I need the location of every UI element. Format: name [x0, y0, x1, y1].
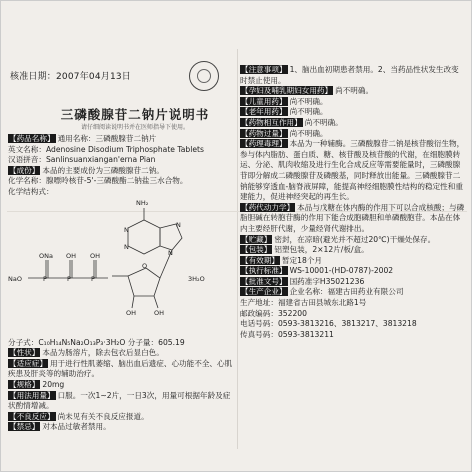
water-label: 3H₂O: [188, 274, 205, 283]
section-tag: 【适应症】: [9, 358, 47, 368]
reading-note: 请仔细阅读说明书并在医师指导下使用。: [80, 124, 189, 131]
section-row: [240, 118, 466, 129]
section-tag: 【药物过量】: [241, 128, 287, 138]
left-sections: [8, 348, 234, 433]
section-row: [240, 235, 466, 246]
section-text: 1、脑出血初期患者禁用。2、当药品性状发生改变时禁止使用。: [240, 65, 459, 85]
section-text: 铝塑包装，2×12片/板/盒。: [274, 245, 369, 255]
section-text: 对本品过敏者禁用。: [42, 422, 111, 432]
section-tag: 【包装】: [241, 245, 272, 255]
section-text: 20mg: [42, 379, 65, 389]
section-text: 暂定18个月: [281, 255, 323, 265]
section-text: 国药准字H35021236: [289, 276, 365, 286]
section-tag: 【药物相互作用】: [241, 117, 302, 127]
section-text: 尚不明确。: [289, 128, 328, 138]
section-tag: 【不良反应】: [9, 411, 55, 421]
left-column: [8, 134, 234, 433]
drug-name-generic: 【药品名称】 通用名称：三磷酸腺苷二钠片: [9, 134, 157, 143]
company-postcode: 邮政编码：352200: [240, 308, 307, 318]
molecular-formula: 分子式：C₁₀H₁₄N₅Na₂O₁₃P₃·3H₂O 分子量：605.19: [8, 337, 185, 347]
composition-line: 【成份】 本品的主要成份为三磷酸腺苷二钠。: [9, 165, 164, 175]
section-row: [240, 139, 466, 203]
company-phone: 电话号码：0593-3813216、3813217、3813218: [240, 319, 417, 329]
section-tag: 【药理毒理】: [241, 139, 287, 149]
nitrogen-label: N: [176, 220, 181, 229]
nitrogen-label: N: [124, 225, 129, 234]
company-fax: 传真号码：0593-3813211: [240, 329, 334, 339]
section-row: [240, 97, 466, 108]
oh-label: OH: [90, 251, 101, 260]
section-tag: 【孕妇及哺乳期妇女用药】: [241, 86, 333, 96]
nitrogen-label: N: [124, 242, 129, 251]
section-tag: 【用法用量】: [9, 390, 55, 400]
section-text: 尚不明确。: [289, 96, 328, 106]
section-tag: 【有效期】: [241, 255, 279, 265]
section-row: [240, 129, 466, 140]
section-tag: 【执行标准】: [241, 266, 287, 276]
drug-name-pinyin: 汉语拼音：Sanlinsuanxiangan'erna Pian: [8, 155, 156, 165]
section-row: [240, 203, 466, 235]
document-title: 三磷酸腺苷二钠片说明书: [60, 107, 210, 122]
section-text: 尚不明确。: [289, 107, 328, 117]
section-tag: 【性状】: [9, 348, 40, 358]
section-row: [240, 245, 466, 256]
section-row: [240, 65, 466, 86]
section-tag: 【药代动力学】: [241, 202, 295, 212]
section-tag: 【老年用药】: [241, 107, 287, 117]
company-address: 生产地址：福建省古田县城东北路1号: [240, 298, 367, 308]
structure-label: 化学结构式：: [8, 186, 54, 196]
section-row: [240, 256, 466, 267]
ona-label: ONa: [39, 251, 53, 260]
section-text: 企业名称：福建古田药业有限公司: [289, 287, 404, 297]
phosphorus-label: P: [91, 274, 95, 283]
section-text: 本品为一种辅酶。三磷酸腺苷二钠是核苷酸衍生物，参与体内脂肪、蛋白质、糖、核苷酸及核苷酸的代谢，在细胞膜转运、分泌、肌肉收缩及进行生化合成反应等需要能量时，三磷酸腺苷即分解成二磷酸腺苷及磷酸基，同时释放出能量。三磷酸腺苷二钠能够穿透血-脑脊液屏障，能提高神经细胞膜性结构的稳定性和重建能力，促进神经突起的再生长。: [240, 139, 465, 202]
section-text: 用于进行性肌萎缩、脑出血后遗症、心功能不全、心肌疾患及肝炎等的辅助治疗。: [8, 358, 233, 379]
drug-name-english: 英文名称：Adenosine Disodium Triphosphate Tablets: [8, 144, 204, 154]
section-text: 密封，在凉暗(避光并不超过20℃)干燥处保存。: [274, 234, 436, 244]
amine-label: NH₂: [136, 198, 149, 207]
section-row: [8, 412, 234, 423]
right-column: [240, 65, 466, 340]
section-tag: 【药品名称】: [9, 134, 55, 143]
section-tag: 【注意事项】: [241, 65, 287, 74]
section-row: [240, 107, 466, 118]
fold-line: [237, 49, 238, 449]
section-tag: 【贮藏】: [241, 234, 272, 244]
oh-label: OH: [66, 251, 77, 260]
oh-label: OH: [154, 308, 165, 317]
section-text: 口服。一次1~2片，一日3次，用量可根据年龄及症状酌情增减。: [8, 390, 231, 411]
section-tag: 【禁忌】: [9, 422, 40, 432]
nitrogen-label: N: [168, 248, 173, 257]
approval-date: 核准日期：2007年04月13日: [10, 72, 132, 82]
section-tag: 【生产企业】: [241, 287, 287, 297]
section-row: [8, 359, 234, 380]
nao-label: NaO: [8, 274, 22, 283]
right-sections: [240, 65, 466, 298]
section-tag: 【成份】: [9, 165, 40, 175]
section-text: 尚不明确。: [335, 86, 374, 96]
company-seal-icon: [189, 61, 219, 91]
section-row: [8, 348, 234, 359]
structure-diagram: [8, 198, 234, 338]
section-row: [240, 86, 466, 97]
chemical-name: 化学名称：腺嘌呤核苷-5'-三磷酸酯二钠盐三水合物。: [8, 176, 188, 186]
section-row: [240, 266, 466, 277]
chemical-structure: [8, 198, 234, 338]
section-row: [240, 287, 466, 298]
phosphorus-label: P: [67, 274, 71, 283]
section-text: 尚不明确。: [304, 117, 343, 127]
oxygen-label: O: [142, 261, 148, 270]
section-tag: 【儿童用药】: [241, 96, 287, 106]
section-row: [8, 422, 234, 433]
section-text: 尚未见有关不良反应报道。: [57, 411, 149, 421]
section-row: [240, 277, 466, 288]
section-text: 本品与戊糖在体内酶的作用下可以合成核酸；与磷脂胆碱在转胞苷酶的作用下能合成胞磷胆和单磷酸胞苷。本品在体内主要经肝代谢，少量经肾代谢排出。: [240, 202, 465, 233]
section-row: [8, 380, 234, 391]
section-tag: 【批准文号】: [241, 276, 287, 286]
section-row: [8, 391, 234, 412]
oh-label: OH: [126, 308, 137, 317]
section-text: 本品为肠溶片，除去包衣后显白色。: [42, 348, 164, 358]
phosphorus-label: P: [43, 274, 47, 283]
section-text: WS-10001-(HD-0787)-2002: [289, 266, 394, 276]
section-tag: 【规格】: [9, 379, 40, 389]
